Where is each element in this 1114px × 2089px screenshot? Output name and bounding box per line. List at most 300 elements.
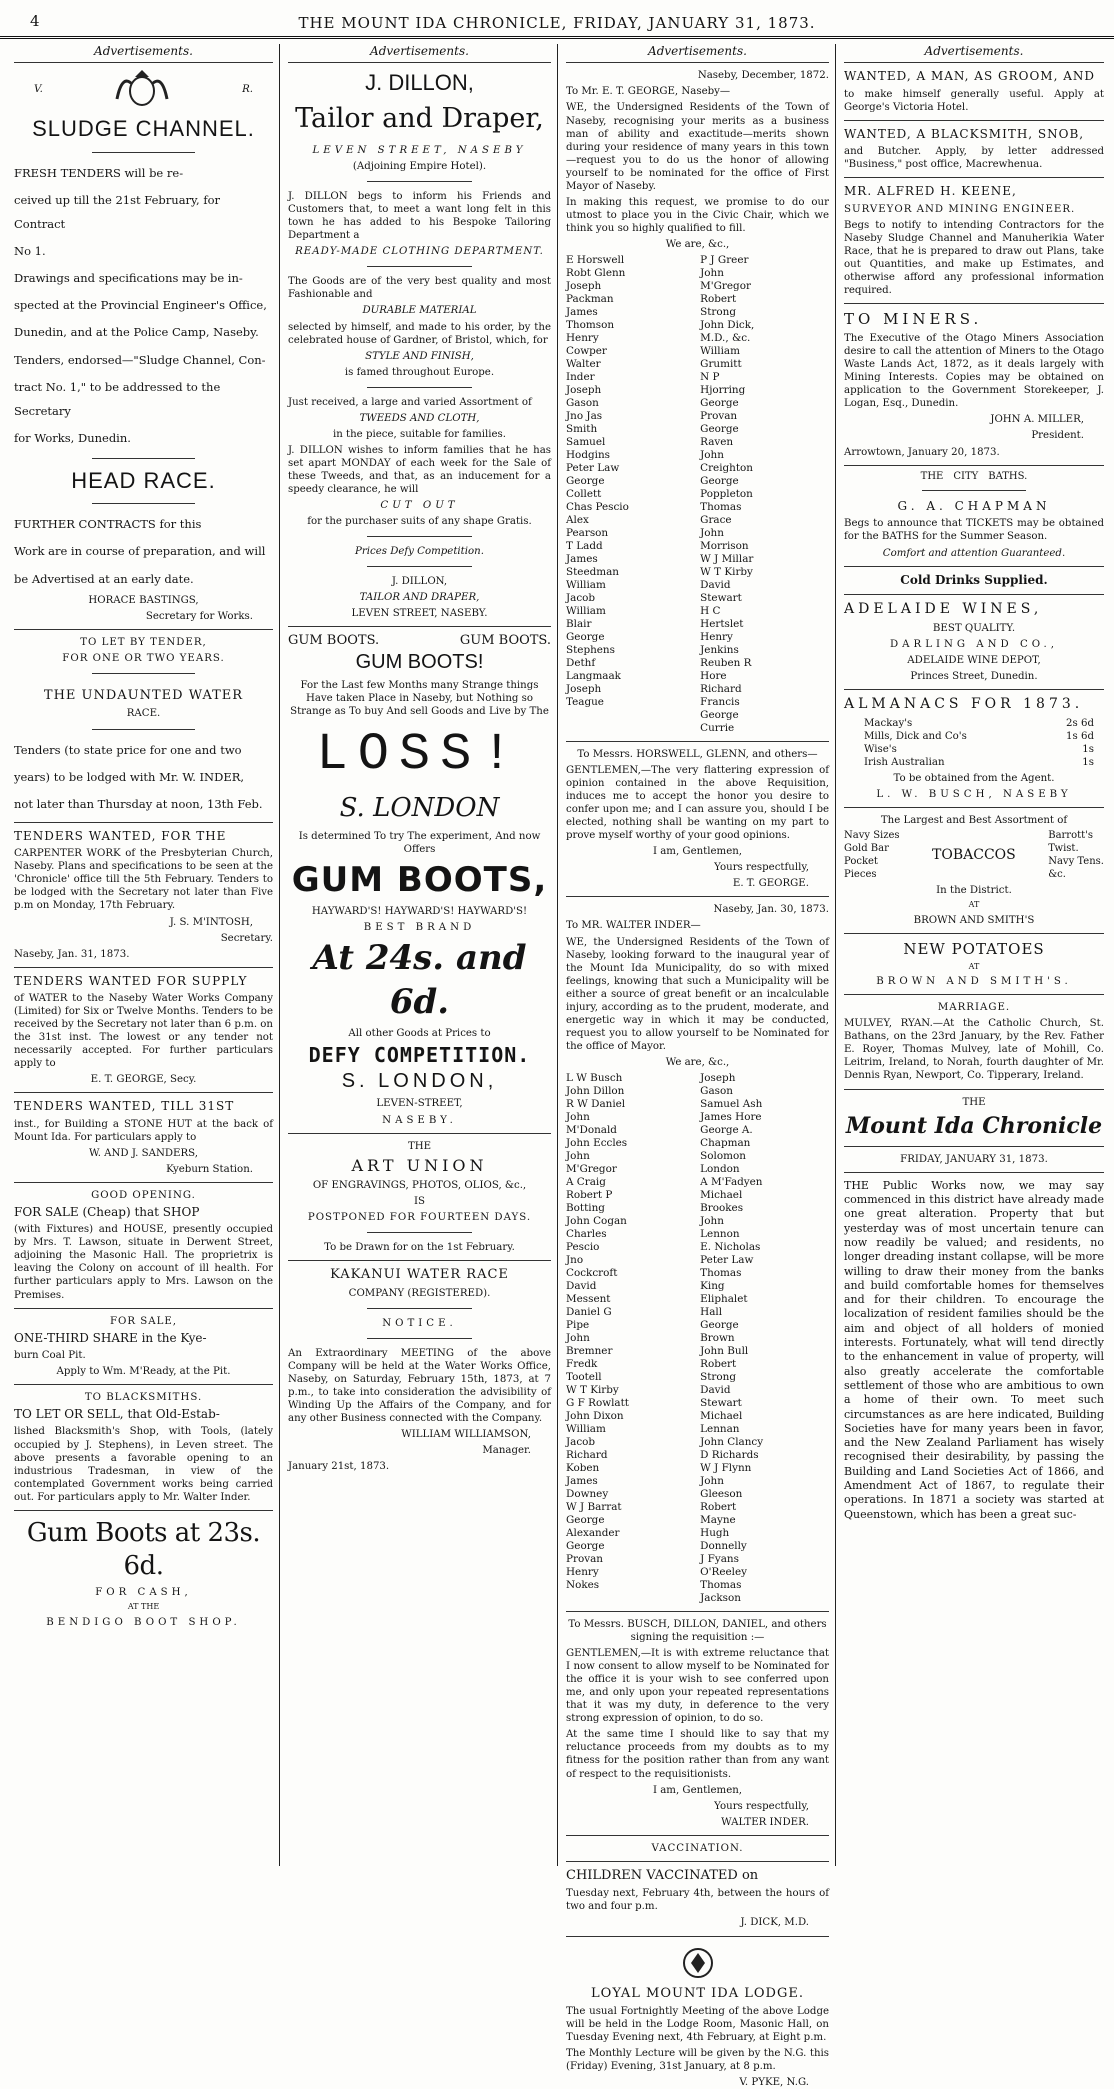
vaccination-heading: VACCINATION. [651,1842,744,1854]
s-london-title: S. LONDON [339,793,500,824]
reply-2-close2: Yours respectfully, [714,1800,809,1812]
head-race-title: HEAD RACE. [71,468,216,494]
almanac-item [844,717,1104,730]
signatory-name: D Richards [700,1449,759,1461]
signatory-name: Daniel G Pipe [566,1306,612,1331]
london-para: Is determined To try The experiment, And now Offers [298,830,541,855]
new-potatoes-title: NEW POTATOES [903,939,1045,958]
signatory-name: John M'Gregor [566,1150,617,1175]
dillon-para: The Goods are of the very best quality and most Fashionable and [288,276,551,301]
signatory-name: W J Barrat [566,1501,622,1513]
good-opening-heading: GOOD OPENING. [91,1189,196,1201]
dillon-para: for the purchaser suits of any shape Gratis. [307,516,532,528]
editorial-body: THE Public Works now, we may say commenced in this district have already made one great alteration. Property that but yesterday was of most uncertain tenure can now readily be valued; and residents, no longer dreading instant collapse, will be more willing to draw their money from the banks and build comfortable homes for themselves and for their children. To encourage the localization of resident families should be the aim and object of all holders of monied interests. Fortunately, what will tend directly to the enhancement in value of property, will also greatly accelerate the comfortable settlement of those who are ambitious to own a home of their own. To meet such circumstances as are here indicated, Building Societies have for many years been in favor, and the New Zealand Parliament has wisely recognised their desirability, by passing the Building and Land Societies Act of 1866, and Amendment Act of 1867, to regulate their operations. In 1871 a society was started at Queenstown, which has been a great suc- [844,1178,1104,1521]
notice-heading: NOTICE. [382,1317,457,1329]
signatory-name: W J Flynn [700,1462,752,1474]
lodge-emblem [566,1943,829,1983]
reply-2-signature: WALTER INDER. [721,1816,809,1828]
signatory-name: John Bull [700,1345,749,1357]
chronicle-title: Mount Ida Chronicle [845,1112,1103,1139]
signatory-name: Michael Brookes [700,1189,744,1214]
text-line: FRESH TENDERS will be re- [14,165,184,180]
lodge-body2: The Monthly Lecture will be given by the N.G. this (Friday) Evening, 31st January, at 8 p.m. [566,2048,829,2073]
art-union-title: ART UNION [351,1155,488,1175]
signatory-name: Robert Mayne [700,1501,737,1526]
date-line: Naseby, Jan. 30, 1873. [713,904,829,916]
signatory-name: George Collett [566,474,605,500]
text-line: No 1. [14,243,46,258]
haywards: HAYWARD'S! HAYWARD'S! HAYWARD'S! [311,906,528,918]
share-title: ONE-THIRD SHARE in the Kye- [14,1330,207,1345]
signature: HORACE BASTINGS, [88,594,199,606]
signatory-name: Joseph Packman [566,279,614,305]
dillon-para: Just received, a large and varied Assortment of [288,396,532,408]
signature-title: Secretary. [220,932,273,944]
signatory-name: J Fyans O'Reeley [700,1553,747,1578]
column-heading: Advertisements. [844,44,1104,63]
keene-title: MR. ALFRED H. KEENE, [844,184,1017,199]
tweeds-and-cloth: TWEEDS AND CLOTH, [359,412,480,424]
almanac-obtain: To be obtained from the Agent. [893,773,1055,785]
signatory-name: John M'Gregor [700,266,751,292]
baths-the: THE [920,470,944,482]
column-1 [8,44,280,1866]
column-heading: Advertisements. [566,44,829,63]
signatory-name: A Craig [566,1176,606,1188]
signatory-name: George Currie [700,708,739,734]
potatoes-shop: BROWN AND SMITH'S. [876,976,1072,988]
signatory-name: Solomon London [700,1150,746,1175]
signatory-name: Robert P Botting [566,1189,613,1214]
signatory-name: John Gleeson [700,1475,743,1500]
signature: E. T. GEORGE, Secy. [90,1074,197,1086]
chronicle-the: THE [962,1096,986,1108]
signatory-name: John Clancy [700,1436,764,1448]
reply-2: GENTLEMEN,—It is with extreme reluctance that I now consent to allow myself to be Nominated for the office it is your wish to see conferred upon me, and only upon your repeated representations that it was my duty, in deference to the very strong expression of opinion, to do so. [566,1648,829,1725]
signatory-name: John Creighton [700,448,753,474]
signatory-name: T Ladd [566,539,603,552]
signature-title: Kyeburn Station. [166,1163,253,1175]
signatory-name: David Stewart [700,1384,742,1409]
tailor-draper-title: Tailor and Draper, [295,102,544,134]
date-line: Naseby, Jan. 31, 1873. [14,948,130,960]
tenders-water-body: of WATER to the Naseby Water Works Company (Limited) for Six or Twelve Months. Tenders to be received by the Secretary not later than 6 p.m. on the 31st inst. The lowest or any tender not necessarily accepted. For further particulars apply to [14,993,273,1070]
miners-signature-title: President. [1031,430,1084,442]
city-baths-banner [844,472,1104,483]
signatory-name: John Lennon [700,1215,740,1240]
reply-1-signature: E. T. GEORGE. [732,878,809,890]
signatories-right [700,254,829,735]
signatory-name: W J Millar [700,552,754,565]
signatory-name: Robert Strong [700,292,737,318]
to-miners-title: TO MINERS. [844,309,983,328]
signatories-right [700,1072,829,1605]
text-line: not later than Thursday at noon, 13th Feb. [14,796,263,811]
signatory-name: Peter Law [566,461,620,474]
baths-city: CITY [953,470,979,482]
signatory-name: William Blair [566,604,606,630]
undaunted-sub: RACE. [126,708,161,720]
almanac-name: Mackay's [864,717,913,729]
blacksmiths-heading: TO BLACKSMITHS. [84,1392,203,1404]
signature-title: Secretary for Works. [145,610,253,622]
signatory-name: Joseph Gason [700,1072,736,1097]
almanac-agent: L. W. BUSCH, NASEBY [876,789,1072,801]
dillon-signature: LEVEN STREET, NASEBY. [351,608,488,620]
signatory-name: G F Rowlatt [566,1397,629,1409]
wanted-man-title: WANTED, A MAN, AS GROOM, AND [844,69,1095,84]
we-are: We are, &c., [665,1056,730,1068]
signatory-name: Jno Cockcroft [566,1254,618,1279]
vaccination-signature: J. DICK, M.D. [740,1917,809,1929]
signatory-name: David Stewart [700,578,742,604]
bendigo-boot-shop: BENDIGO BOOT SHOP. [46,1616,241,1628]
sludge-channel-body [14,161,273,451]
other-goods: All other Goods at Prices to [348,1028,491,1040]
blacksmiths-lead: TO LET OR SELL, that Old-Estab- [14,1407,220,1422]
signatory-name: Joseph Teague [566,682,604,708]
column-2 [282,44,558,1866]
signatory-name: Samuel Ash [700,1098,763,1110]
wanted-blacksmith-body: and Butcher. Apply, by letter addressed "Business," post office, Macrewhenua. [844,146,1104,171]
signatory-name: John Morrison [700,526,749,552]
adjoining-empire-hotel: (Adjoining Empire Hotel). [352,161,487,173]
almanac-item [844,730,1104,743]
text-line: Dunedin, and at the Police Camp, Naseby. [14,325,259,340]
column-3 [560,44,836,2089]
signatory-name: Robert Strong [700,1358,737,1383]
almanac-list [844,717,1104,769]
keene-sub: SURVEYOR AND MINING ENGINEER. [844,203,1076,215]
chronicle-date: FRIDAY, JANUARY 31, 1873. [900,1153,1048,1165]
for-cash: FOR CASH, [95,1587,192,1599]
almanac-name: Irish Australian [864,757,945,769]
text-line: Drawings and specifications may be in- [14,271,243,286]
signatory-name: Hugh Donnelly [700,1527,747,1552]
signatory-name: Fredk Tootell [566,1358,602,1383]
naseby-sig: NASEBY. [382,1114,457,1126]
signatory-name: Thomas King [700,1267,742,1292]
addressee: To Mr. E. T. GEORGE, Naseby— [566,86,731,98]
signatory-name: Jno Jas Smith [566,409,603,435]
signatory-name: H C Hertslet [700,604,744,630]
signature: W. AND J. SANDERS, [89,1147,198,1159]
reply-1-close: I am, Gentlemen, [652,846,743,858]
tobacco-block [844,830,1104,881]
baths-baths: BATHS. [988,470,1028,482]
signatory-name: John Dick, M.D., &c. [700,318,755,344]
signatory-name: Chas Pescio [566,500,629,513]
style-and-finish: STYLE AND FINISH, [365,350,474,362]
gum-boots-right: GUM BOOTS. [459,633,551,649]
signatory-name: A M'Fadyen [700,1176,763,1188]
for-sale-shop-body: (with Fixtures) and HOUSE, presently occupied by Mrs. T. Lawson, situate in Derwent Street, adjoining the Masonic Hall. The proprietrix is leaving the Colony on account of ill health. For further particulars apply to Mrs. Lawson on the Premises. [14,1224,273,1301]
signatory-name: William Jacob [566,578,606,604]
signatory-name: Samuel Hodgins [566,435,610,461]
wanted-blacksmith-title: WANTED, A BLACKSMITH, SNOB, [844,126,1085,141]
to-let-sub: FOR ONE OR TWO YEARS. [62,652,225,664]
dillon-para: J. DILLON wishes to inform families that he has set apart MONDAY of each week for the Sale of these Tweeds, and that, as an inducement for a speedy clearance, he will [288,444,551,495]
signatory-name: George Provan [700,396,739,422]
tenders-water-title: TENDERS WANTED FOR SUPPLY [14,973,248,988]
reply-2b: At the same time I should like to say that my reluctance proceeds from my doubts as to my fitness for the position rather than from any want of respect to the requisitionists. [566,1729,829,1780]
signatory-name: Joseph Gason [566,383,602,409]
signatory-name: Thomas Grace [700,500,742,526]
cold-drinks: Cold Drinks Supplied. [900,572,1048,587]
text-line: tract No. 1," to be addressed to the Secretary [14,379,221,418]
prices-defy: Prices Defy Competition. [355,546,484,558]
addressee: To Messrs. HORSWELL, GLENN, and others— [577,748,818,760]
signatory-name: James Hore [700,1111,762,1123]
almanac-price: 1s 6d [1066,730,1094,742]
art-union-is: IS [413,1196,425,1208]
column-heading: Advertisements. [14,44,273,63]
art-union-of: OF ENGRAVINGS, PHOTOS, OLIOS, &c., [312,1180,527,1192]
almanac-price: 1s [1082,757,1094,769]
text-line: years) to be lodged with Mr. W. INDER, [14,769,245,784]
text-line: Work are in course of preparation, and will [14,544,266,559]
signatory-name: L W Busch [566,1072,623,1084]
dillon-para: in the piece, suitable for families. [332,428,507,440]
baths-owner: G. A. CHAPMAN [897,499,1051,514]
signatory-name: George Raven [700,422,739,448]
best-brand: BEST BRAND [363,922,476,934]
baths-comfort: Comfort and attention Guaranteed. [882,547,1066,559]
tobacco-left: Navy Sizes Gold Bar Pocket Pieces [844,830,900,880]
tobacco-head: The Largest and Best Assortment of [880,815,1068,827]
wanted-man-body: to make himself generally useful. Apply at George's Victoria Hotel. [844,88,1104,113]
kakanui-body: An Extraordinary MEETING of the above Company will be held at the Water Works Office, Naseby, on Saturday, February 15th, 1873, at 7 p.m., to take into consideration the advisibility of Winding Up the Affairs of the Company, and for any other Business connected with the Company. [288,1347,551,1425]
signatories-left [566,254,695,735]
signatory-name: John M'Donald [566,1111,617,1136]
signatory-name: George Poppleton [700,474,753,500]
signatory-name: John Dillon [566,1085,625,1097]
signatory-name: John Eccles [566,1137,628,1149]
signatory-name: George Stephens [566,630,615,656]
signatory-name: James Downey [566,1475,609,1500]
masthead-bar [0,6,1114,39]
signatories-2 [566,1072,829,1605]
text-line: spected at the Provincial Engineer's Office, [14,298,267,313]
almanac-name: Wise's [864,744,897,756]
signatory-name: W T Kirby [700,565,753,578]
signatory-name: Peter Law [700,1254,754,1266]
kakanui-signature: WILLIAM WILLIAMSON, [401,1429,531,1441]
signatory-name: E Horswell [566,253,625,266]
baths-body: Begs to announce that TICKETS may be obtained for the BATHS for the Summer Season. [844,518,1104,543]
requisition-1: WE, the Undersigned Residents of the Town of Naseby, recognising your merits as a business man of ability and exactitude—merits shown during your residence of many years in this town—request you to do us the honor of allowing yourself to be nominated for the office of First Mayor of Naseby. [566,102,829,192]
keene-body: Begs to notify to intending Contractors for the Naseby Sludge Channel and Manuherikia Water Race, that he is prepared to draw out Plans, take out Quantities, and make up Estimates, and otherwise afford any professional information required. [844,219,1104,296]
royal-crest [14,69,273,109]
signatory-name: George Brown [700,1319,739,1344]
signatory-name: W T Kirby [566,1384,619,1396]
tobacco-right: Barrott's Twist. Navy Tens. &c. [1048,830,1104,880]
gum-boots-left: GUM BOOTS. [288,633,380,649]
lodge-emblem-icon [673,1943,723,1983]
signatory-name: John Dixon [566,1410,624,1422]
dillon-signature: TAILOR AND DRAPER, [359,592,480,604]
undaunted-title: THE UNDAUNTED WATER [43,687,244,703]
to-miners-body: The Executive of the Otago Miners Association desire to call the attention of Miners to the Otago Waste Lands Act, 1872, as it deals largely with Mining Interests. Copies may be obtained on application to the Government Storekeeper, J. Logan, Esq., Dunedin. [844,333,1104,410]
share-body: burn Coal Pit. [14,1349,86,1361]
miners-signature: JOHN A. MILLER, [990,414,1084,426]
requisition-1b: In making this request, we promise to do our utmost to place you in the Civic Chair, which we think you so highly qualified to fill. [566,196,829,234]
kakanui-signature-title: Manager. [482,1445,531,1457]
kakanui-date: January 21st, 1873. [288,1461,390,1473]
vaccination-body: Tuesday next, February 4th, between the hours of two and four p.m. [566,1888,829,1913]
we-are: We are, &c., [665,238,730,250]
tenders-hut-title: TENDERS WANTED, TILL 31ST [14,1099,235,1114]
signatory-name: Henry Cowper [566,331,607,357]
s-london-sig: S. LONDON, [341,1069,498,1092]
adelaide-wine-depot: ADELAIDE WINE DEPOT, [907,654,1041,666]
addressee: To MR. WALTER INDER— [566,920,701,932]
masthead-title: THE MOUNT IDA CHRONICLE, FRIDAY, JANUARY 31, 1873. [298,14,816,32]
tenders-wanted-body: CARPENTER WORK of the Presbyterian Church, Naseby. Plans and specifications to be seen at the 'Chronicle' office till the 5th February. Tenders to be lodged with the Secretary not later than Five p.m on Monday, 17th February. [14,848,273,912]
potatoes-at: AT [968,961,980,971]
lodge-body: The usual Fortnightly Meeting of the above Lodge will be held in the Lodge Room, Masonic Hall, on Tuesday Evening next, 4th February, at Eight p.m. [566,2006,829,2044]
signatory-name: Richard Francis [700,682,742,708]
signatory-name: Thomas Jackson [700,1579,742,1604]
signatory-name: Michael Lennan [700,1410,743,1435]
date-line: Naseby, December, 1872. [697,70,829,82]
drawn-date: To be Drawn for on the 1st February. [324,1242,515,1254]
for-sale-heading: FOR SALE, [109,1315,178,1327]
signatory-name: John Bremner [566,1332,613,1357]
to-let-title: TO LET BY TENDER, [80,636,207,648]
signatory-name: William Grumitt [700,344,742,370]
adelaide-wines-title: ADELAIDE WINES, [844,600,1043,617]
share-apply: Apply to Wm. M'Ready, at the Pit. [56,1366,231,1378]
signatory-name: David Messent [566,1280,611,1305]
gum-boots-para: For the Last few Months many Strange things Have taken Place in Naseby, but Nothing so Strange as To buy And sell Goods and Live by The [290,679,549,717]
miners-date: Arrowtown, January 20, 1873. [844,446,1000,458]
signatory-name: James Thomson [566,305,615,331]
gum-boots-offer: GUM BOOTS, [291,859,548,900]
princes-street: Princes Street, Dunedin. [910,670,1038,682]
undaunted-body [14,738,273,816]
almanac-item [844,743,1104,756]
signature: J. S. M'INTOSH, [169,916,253,928]
reply-1: GENTLEMEN,—The very flattering expression of opinion contained in the above Requisition, induces me to accept the honor you desire to confer upon me; and I can assure you, should I be elected, nothing shall be wanting on my part to prove myself worthy of your good opinions. [566,765,829,842]
column-4 [838,44,1110,1866]
tenders-hut-body: inst., for Building a STONE HUT at the back of Mount Ida. For particulars apply to [14,1118,273,1143]
for-sale-shop-title: FOR SALE (Cheap) that SHOP [14,1204,200,1219]
dillon-para: J. DILLON begs to inform his Friends and Customers that, to meet a want long felt in this town he has added to his Bespoke Tailoring Department a [288,191,551,242]
marriage-heading: MARRIAGE. [937,1002,1011,1014]
signatory-name: George Alexander [566,1514,620,1539]
blacksmiths-body: lished Blacksmith's Shop, with Tools, (lately occupied by J. Stephens), in Leven street. The above presents a favorable opening to an industrious Tradesman, in view of the contemplated Government works being carried out. For particulars apply to Mr. Walter Inder. [14,1426,273,1503]
signatory-name: Dethf Langmaak [566,656,621,682]
signatory-name: Henry Nokes [566,1566,600,1591]
signatories-left [566,1072,695,1605]
almanacs-title: ALMANACS FOR 1873. [844,696,1084,713]
text-line: ceived up till the 21st February, for Contract [14,192,221,231]
signatories-1 [566,254,829,735]
tobacco-at: AT [968,900,980,910]
head-race-body [14,512,273,590]
kakanui-title: KAKANUI WATER RACE [330,1267,509,1283]
signatory-name: Alex Pearson [566,513,609,539]
almanac-price: 2s 6d [1066,717,1094,729]
gum-boots-big: GUM BOOTS! [355,650,484,673]
text-line: Tenders, endorsed—"Sludge Channel, Con- [14,352,266,367]
dillon-signature: J. DILLON, [391,576,448,588]
signatory-name: Henry Jenkins [700,630,739,656]
the-label: THE [407,1140,432,1152]
sludge-channel-title: SLUDGE CHANNEL. [32,116,255,142]
crest-v: V. [34,83,43,95]
cut-out: CUT OUT [380,500,459,512]
kakanui-sub: COMPANY (REGISTERED). [348,1287,491,1299]
signatory-name: Reuben R Hore [700,656,752,682]
vaccination-title: CHILDREN VACCINATED on [566,1867,759,1883]
signatory-name: Eliphalet Hall [700,1293,748,1318]
signatory-name: Walter Inder [566,357,601,383]
royal-arms-icon [107,69,177,109]
signatory-name: E. Nicholas [700,1241,761,1253]
tobacco-shop: BROWN AND SMITH'S [913,914,1035,926]
signatory-name: Richard Koben [566,1449,608,1474]
reply-2-close: I am, Gentlemen, [652,1784,743,1796]
dillon-name: J. DILLON, [365,70,474,96]
leven-street-sig: LEVEN-STREET, [376,1098,463,1110]
price-24s: At 24s. and 6d. [312,938,527,1022]
defy-competition: DEFY COMPETITION. [308,1043,531,1068]
almanac-name: Mills, Dick and Co's [864,730,967,742]
ready-made-clothing: READY-MADE CLOTHING DEPARTMENT. [295,246,544,258]
page-number: 4 [30,12,40,30]
lodge-signature: V. PYKE, N.G. [739,2077,809,2089]
text-line: FURTHER CONTRACTS for this [14,517,202,532]
signatory-name: Robt Glenn [566,266,626,279]
almanac-price: 1s [1082,744,1094,756]
signatory-name: John Cogan [566,1215,627,1227]
loss-headline: LOSS! [316,724,523,784]
dillon-para: selected by himself, and made to his order, by the celebrated house of Gardner, of Bristol, which, for [288,321,551,346]
signatory-name: P J Greer [700,253,749,266]
leven-street: LEVEN STREET, NASEBY [312,145,527,157]
signatory-name: Charles Pescio [566,1228,607,1253]
text-line: for Works, Dunedin. [14,430,131,445]
at-the: AT THE [127,1602,160,1612]
dillon-para: is famed throughout Europe. [344,366,495,378]
tobacco-district: In the District. [936,885,1012,897]
gum-boots-23s-title: Gum Boots at 23s. 6d. [26,1517,261,1582]
signatory-name: George Provan [566,1540,605,1565]
addressee: To Messrs. BUSCH, DILLON, DANIEL, and others signing the requisition :— [568,1619,827,1644]
requisition-2: WE, the Undersigned Residents of the Town of Naseby, looking forward to the inaugural year of the Mount Ida Municipality, do so with mixed feelings, knowing that such a Municipality will be either a source of great benefit or an incalculable injury, according as to the prudent, moderate, and energetic way in which it may be conducted, request you to allow yourself to be Nominated for the office of Mayor. [566,936,829,1052]
signatory-name: James Steedman [566,552,619,578]
signatory-name: R W Daniel [566,1098,626,1110]
reply-1-close2: Yours respectfully, [714,862,809,874]
signatory-name: N P Hjorring [700,370,746,396]
marriage-body: MULVEY, RYAN.—At the Catholic Church, St. Bathans, on the 23rd January, by the Rev. Father E. Royer, Thomas Mulvey, late of Mohill, Co. Leitrim, Ireland, to Norah, fourth daughter of Mr. Dennis Ryan, Newport, Co. Tipperary, Ireland. [844,1018,1104,1082]
column-heading: Advertisements. [288,44,551,63]
crest-r: R. [242,83,253,95]
signatory-name: William Jacob [566,1423,606,1448]
tobacco-mid: TOBACCOS [932,846,1016,863]
darling-and-co: DARLING AND CO., [890,638,1058,650]
durable-material: DURABLE MATERIAL [362,305,477,317]
gum-boots-header [288,633,551,650]
tenders-wanted-title: TENDERS WANTED, FOR THE [14,828,227,843]
lodge-title: LOYAL MOUNT IDA LODGE. [591,1985,804,2001]
postponed: POSTPONED FOR FOURTEEN DAYS. [307,1212,532,1224]
best-quality: BEST QUALITY. [932,622,1016,634]
text-line: Tenders (to state price for one and two [14,742,242,757]
text-line: be Advertised at an early date. [14,571,194,586]
